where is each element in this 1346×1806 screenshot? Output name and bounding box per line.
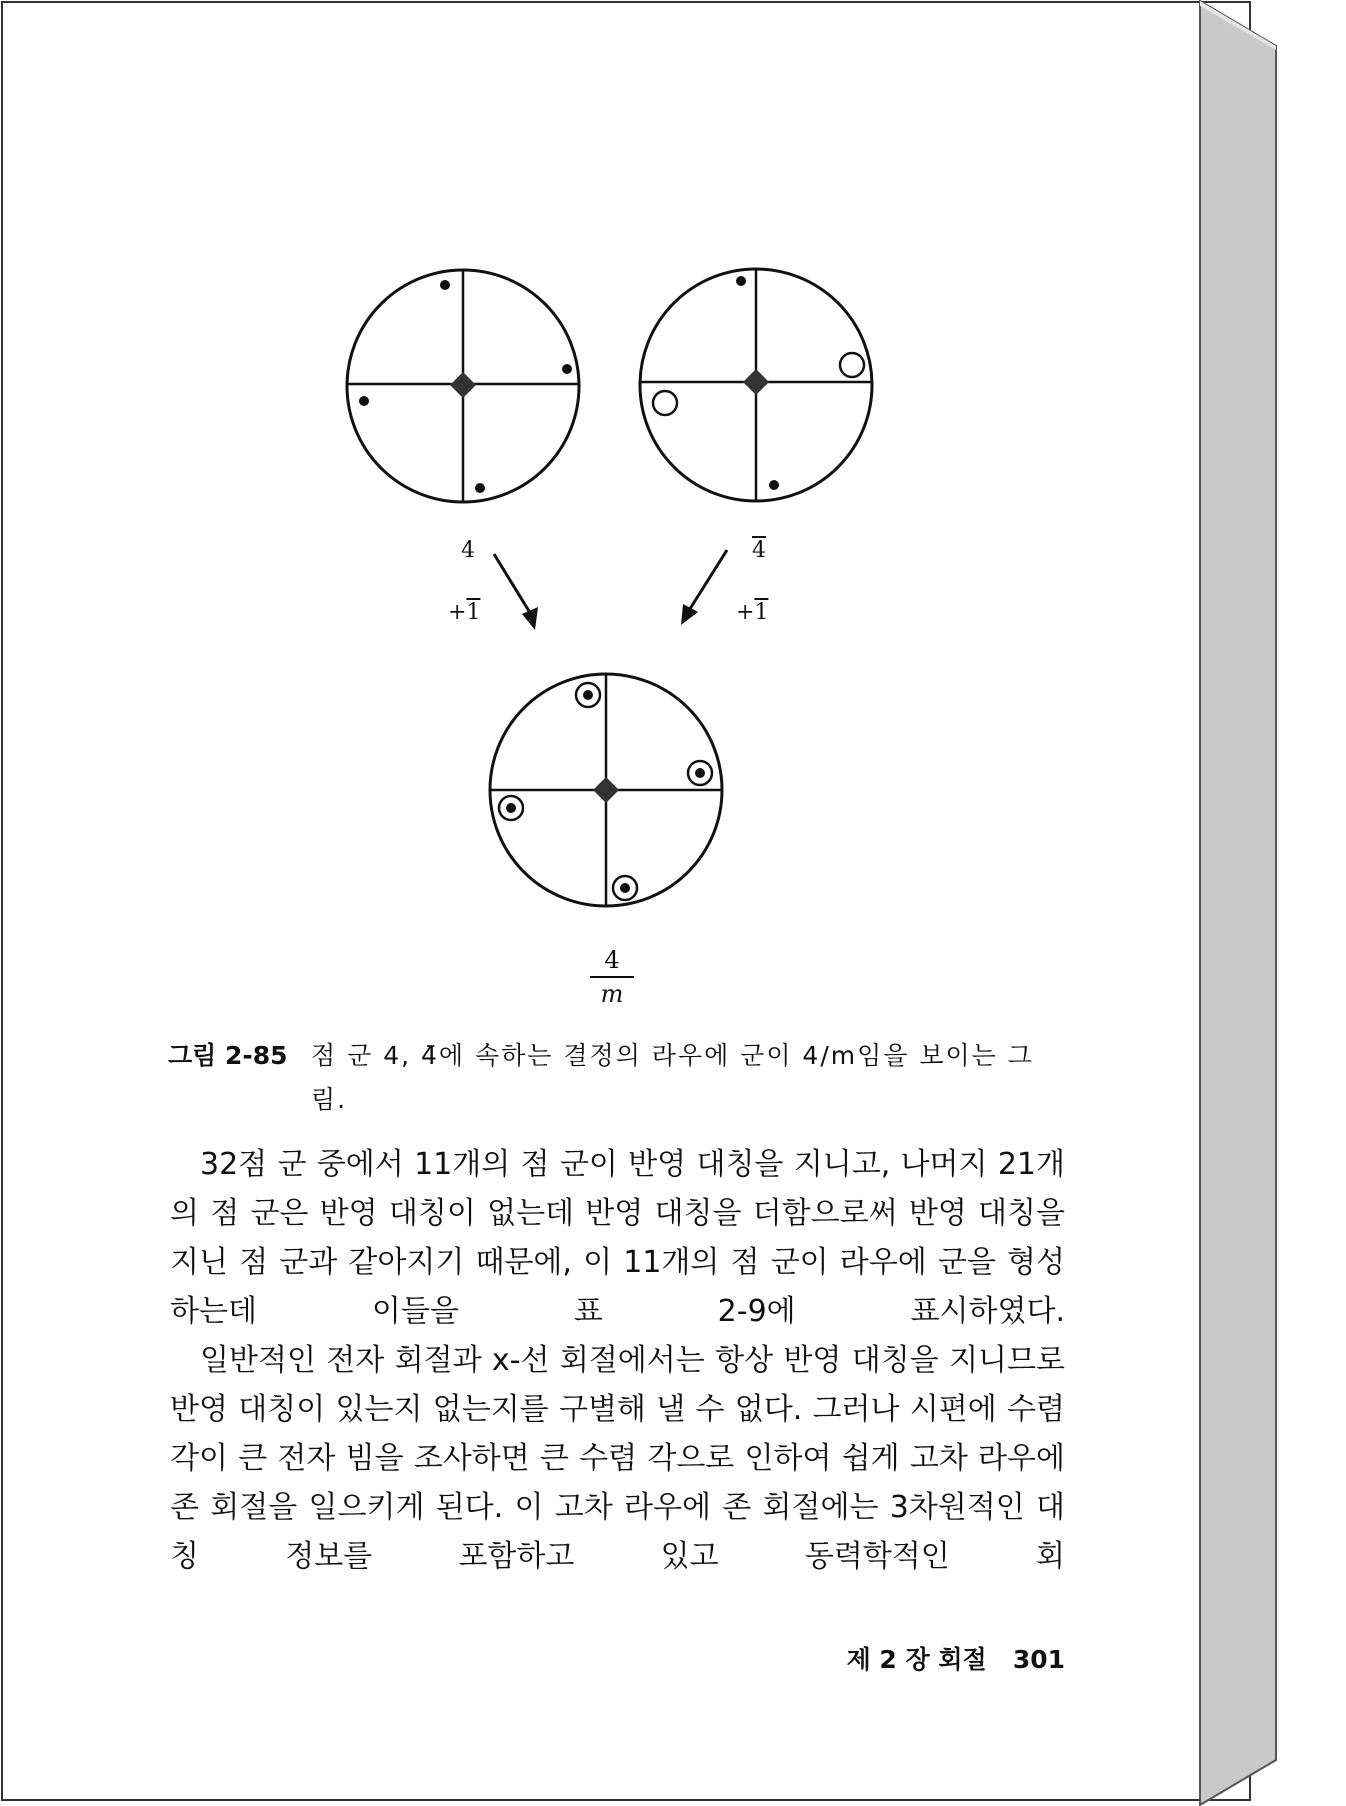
figure-caption [168,1034,1068,1122]
chapter-title: 제 2 장 회절 [846,1645,987,1674]
one-bar: 1 [754,600,769,625]
caption-label: 그림 2-85 [168,1041,288,1070]
label-4: 4 [461,538,475,563]
paragraph-2: 일반적인 전자 회절과 x-선 회절에서는 항상 반영 대칭을 지니므로 반영 대칭이 있는지 없는지를 구별해 낼 수 없다. 그러나 시편에 수렴 각이 큰 전자 빔을 조사하면 큰 수렴 각으로 인하여 쉽게 고차 라우에 존 회절을 일으키게 된다. 이 고차 라우에 존 회절에는 3차원적인 대칭 정보를 포함하고 있고 동력학적인 회 [170,1343,1065,1574]
paragraph-1: 32점 군 중에서 11개의 점 군이 반영 대칭을 지니고, 나머지 21개의 점 군은 반영 대칭이 없는데 반영 대칭을 더함으로써 반영 대칭을 지닌 점 군과 같아지기 때문에, 이 11개의 점 군이 라우에 군을 형성하는데 이들을 표 2-9에 표시하였다. [170,1147,1065,1329]
body-text [170,1140,1065,1581]
page-number: 301 [1012,1645,1065,1674]
fraction-numerator: 4 [590,946,634,978]
label-4bar [752,538,766,563]
one-bar: 1 [466,600,481,625]
label-plus-1bar-right [736,600,768,625]
label-4bar-digit: 4 [752,538,766,563]
page-footer [845,1640,1065,1676]
fraction-4-over-m [590,946,634,1008]
plus-sign: + [448,600,467,625]
fraction-denominator: m [600,980,624,1008]
caption-text: 점 군 4, 4̄에 속하는 결정의 라우에 군이 4/m임을 보이는 그림. [311,1041,1034,1114]
label-plus-1bar-left [448,600,480,625]
plus-sign: + [736,600,755,625]
